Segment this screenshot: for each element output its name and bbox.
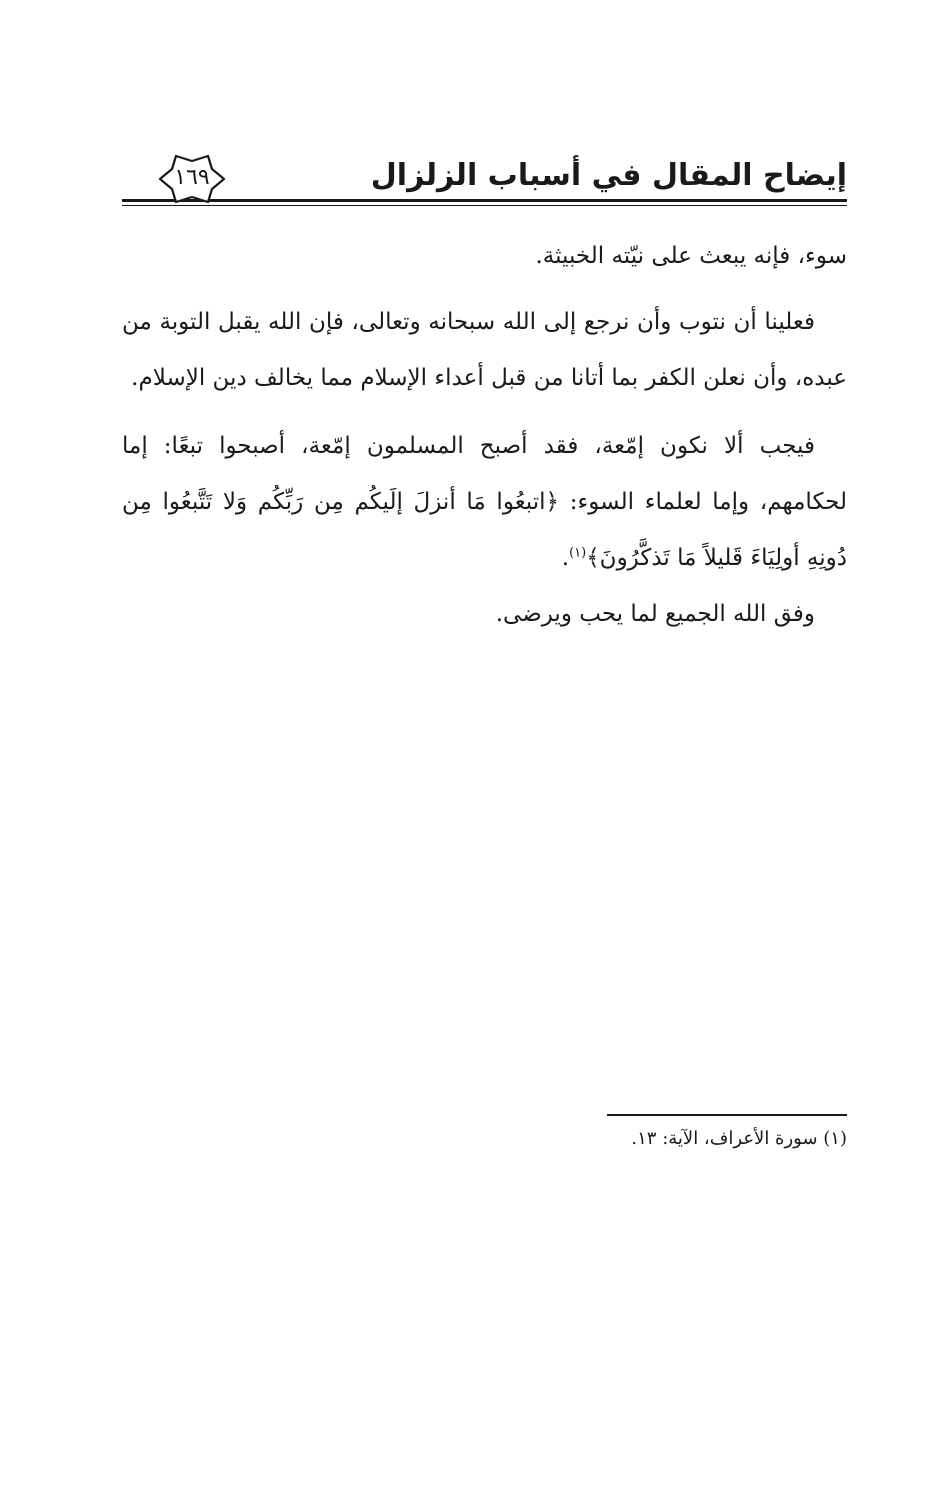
running-title: إيضاح المقال في أسباب الزلزال (370, 158, 847, 193)
page-number-badge (152, 150, 232, 210)
footnote-reference: (١) (569, 545, 587, 561)
page-header (122, 150, 847, 210)
paragraph-4: وفق الله الجميع لما يحب ويرضى. (495, 601, 815, 627)
paragraph-3-text: فيجب ألا نكون إمّعة، فقد أصبح المسلمون إمّعة، أصبحوا تبعًا: إما لحكامهم، وإما لعلماء السوء: ﴿اتبعُوا مَا أنزلَ إلَيكُم مِن رَبِّكُم وَلا تَتَّبعُوا مِن دُونِهِ أولِيَاءَ قَليلاً مَا تَذكَّرُونَ﴾ (122, 433, 847, 571)
footnote-rule (607, 1114, 847, 1116)
paragraph-3-end: . (561, 545, 570, 571)
footnote: (١) سورة الأعراف، الآية: ١٣. (631, 1128, 847, 1149)
paragraph-3 (122, 418, 847, 586)
page-number: ١٦٩ (174, 165, 210, 190)
main-text (122, 228, 847, 642)
paragraph-2: فعلينا أن نتوب وأن نرجع إلى الله سبحانه وتعالى، فإن الله يقبل التوبة من عبده، وأن نعلن الكفر بما أتانا من قبل أعداء الإسلام مما يخالف دين الإسلام. (122, 309, 847, 391)
paragraph-1: سوء، فإنه يبعث على نيّته الخبيثة. (535, 243, 847, 269)
